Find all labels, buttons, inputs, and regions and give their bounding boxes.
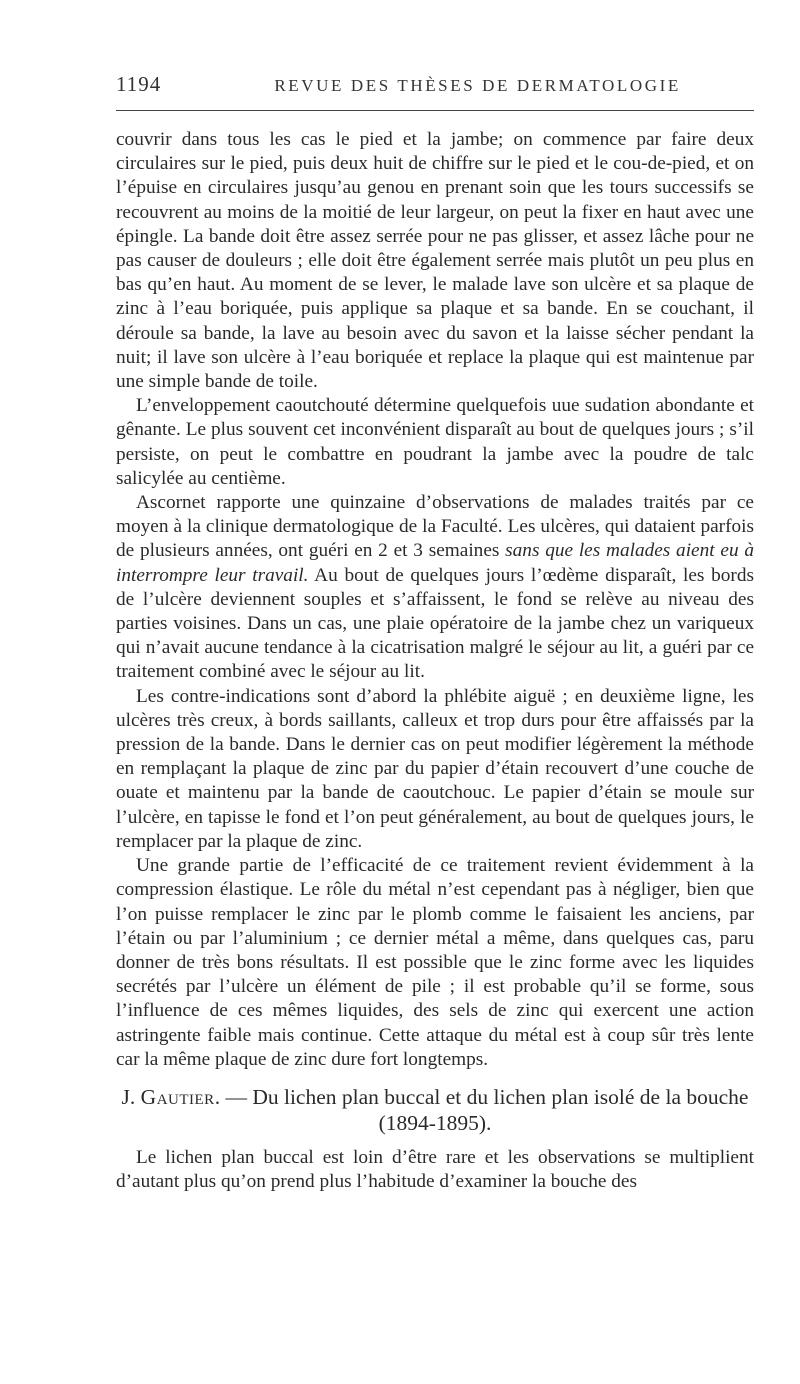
- italic-text: sans que les malades aient eu à interrompre leur travail.: [116, 540, 754, 586]
- body-text: [116, 128, 754, 1194]
- paragraph-text: Les contre-indications sont d’abord la phlébite aiguë ; en deuxième ligne, les ulcères très creux, à bords saillants, calleux et trop durs pour être affaissés par la pression de la bande. Dans le dernier cas on peut modifier légèrement la méthode en remplaçant la plaque de zinc par du papier d’étain recouvert d’une couche de ouate et maintenu par la bande de caoutchouc. Le papier d’étain se moule sur l’ulcère, en tapisse le fond et l’on peut généralement, au bout de quelques jours, le remplacer par la plaque de zinc.: [116, 685, 754, 852]
- paragraph: [116, 491, 754, 685]
- page-number: 1194: [116, 72, 162, 96]
- heading-separator: . —: [214, 1084, 253, 1109]
- page-header: [116, 72, 754, 98]
- author-initial: J.: [121, 1084, 141, 1109]
- paragraph: [116, 854, 754, 1072]
- paragraph-text: Au bout de quelques jours l’œdème disparaît, les bords de l’ulcère deviennent souples et s’affaissent, le fond se relève au niveau des parties voisines. Dans un cas, une plaie opératoire de la jambe chez un variqueux qui n’avait aucune tendance à la cicatrisation malgré le séjour au lit, a guéri par ce traitement combiné avec le séjour au lit.: [116, 564, 754, 683]
- closing-paragraph: Le lichen plan buccal est loin d’être rare et les observations se multiplient d’autant plus qu’on prend plus l’habitude d’examiner la bouche des: [116, 1146, 754, 1193]
- paragraph: [116, 685, 754, 854]
- running-head: REVUE DES THÈSES DE DERMATOLOGIE: [274, 76, 681, 95]
- paragraph-text: Une grande partie de l’efficacité de ce traitement revient évidemment à la compression élastique. Le rôle du métal n’est cependant pas à négliger, bien que l’on puisse remplacer le zinc par le plomb comme le faisaient les anciens, par l’étain ou par l’aluminium ; ce dernier métal a même, dans quelques cas, paru donner de très bons résultats. Il est possible que le zinc forme avec les liquides secrétés par l’ulcère un élément de pile ; il est probable qu’il se forme, sous l’influence de ces mêmes liquides, des sels de zinc qui exercent une action astringente faible mais continue. Cette attaque du métal est à coup sûr très lente car la même plaque de zinc dure fort longtemps.: [116, 855, 754, 1070]
- paragraph-text: Ascornet rapporte une quinzaine d’observations de malades traités par ce moyen à la clinique dermatologique de la Faculté. Les ulcères, qui dataient parfois de plusieurs années, ont guéri en 2 et 3 semaines: [116, 492, 754, 562]
- article-title: Du lichen plan buccal et du lichen plan isolé de la bouche (1894-1895).: [252, 1084, 749, 1135]
- paragraph-group: [116, 128, 754, 1072]
- article-heading: [116, 1084, 754, 1136]
- paragraph-text: L’enveloppement caoutchouté détermine quelquefois uue sudation abondante et gênante. Le plus souvent cet inconvénient disparaît au bout de quelques jours ; s’il persiste, on peut le combattre en poudrant la jambe avec la poudre de talc salicylée au centième.: [116, 395, 754, 489]
- author-name: Gautier: [140, 1084, 215, 1109]
- header-rule: [116, 110, 754, 111]
- paragraph: [116, 394, 754, 491]
- paragraph: [116, 128, 754, 394]
- paragraph-text: couvrir dans tous les cas le pied et la jambe; on commence par faire deux circulaires sur le pied, puis deux huit de chiffre sur le pied et le cou-de-pied, et on l’épuise en circulaires jusqu’au genou en prenant soin que les tours successifs se recouvrent au moins de la moitié de leur largeur, on peut la fixer en haut avec une épingle. La bande doit être assez serrée pour ne pas glisser, et assez lâche pour ne pas causer de douleurs ; elle doit être également serrée mais plutôt un peu plus en bas qu’en haut. Au moment de se lever, le malade lave son ulcère et sa plaque de zinc à l’eau boriquée, puis applique sa plaque et sa bande. En se couchant, il déroule sa bande, la lave au besoin avec du savon et la laisse sécher pendant la nuit; il lave son ulcère à l’eau boriquée et replace la plaque qui est maintenue par une simple bande de toile.: [116, 129, 754, 393]
